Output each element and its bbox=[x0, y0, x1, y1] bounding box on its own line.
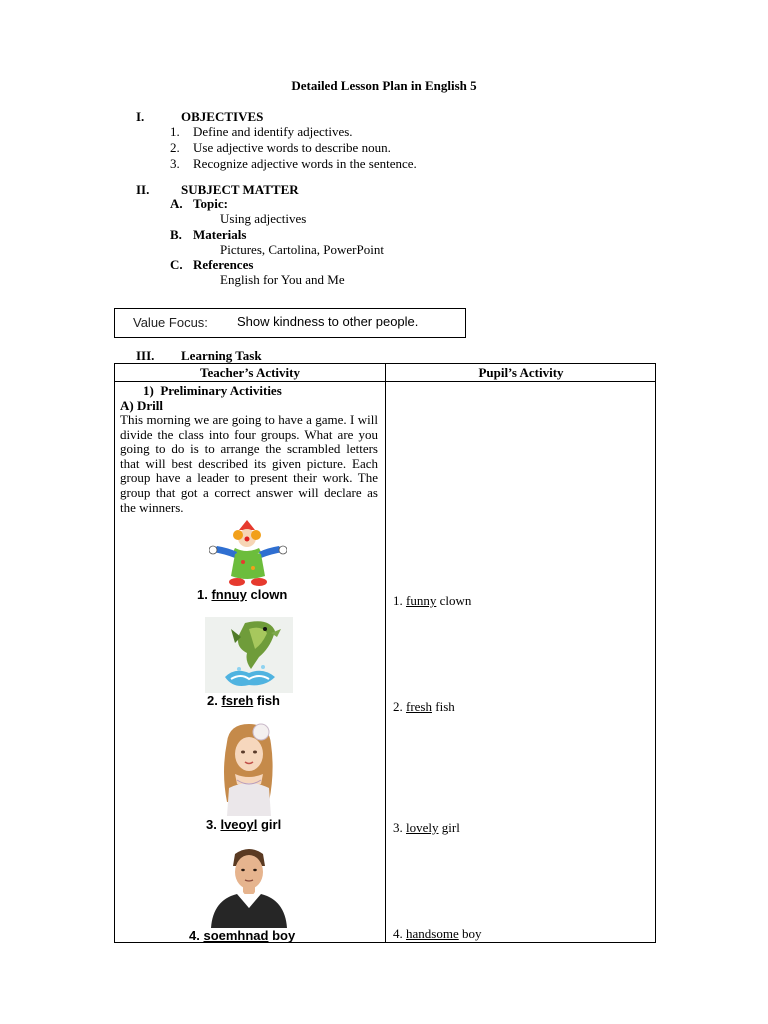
drill-item-number: 3. bbox=[206, 817, 217, 832]
answer-word: lovely bbox=[406, 820, 439, 835]
fish-illustration bbox=[205, 617, 293, 693]
objective-num: 1. bbox=[170, 124, 180, 139]
subject-label: Materials bbox=[193, 227, 247, 242]
learning-task-heading: Learning Task bbox=[181, 348, 262, 363]
subject-letter: A. bbox=[170, 196, 183, 211]
subject-letter: C. bbox=[170, 257, 183, 272]
drill-noun: girl bbox=[260, 817, 282, 832]
drill-item-caption bbox=[189, 928, 295, 943]
objective-text: Recognize adjective words in the sentence. bbox=[193, 156, 417, 171]
drill-item-caption bbox=[206, 817, 281, 832]
answer-number: 2. bbox=[393, 699, 403, 714]
subject-letter: B. bbox=[170, 227, 182, 242]
scrambled-word: fsreh bbox=[221, 693, 254, 708]
pupil-activity-header: Pupil’s Activity bbox=[478, 365, 564, 380]
answer-number: 1. bbox=[393, 593, 403, 608]
objective-text: Use adjective words to describe noun. bbox=[193, 140, 391, 155]
pupil-answer bbox=[393, 699, 455, 715]
activity-table bbox=[114, 363, 656, 943]
value-focus-box bbox=[114, 308, 466, 338]
pupil-answer bbox=[393, 926, 481, 942]
girl-illustration bbox=[209, 722, 287, 818]
column-divider bbox=[385, 364, 386, 942]
answer-word: handsome bbox=[406, 926, 459, 941]
answer-number: 4. bbox=[393, 926, 403, 941]
drill-noun: boy bbox=[272, 928, 296, 943]
objectives-numeral: I. bbox=[136, 109, 145, 124]
drill-instructions: This morning we are going to have a game. I will divide the class into four groups. What are you going to do is to arrange the scrambled letters that will best described its given picture. Each group have a leader to present their work. The group that got a correct answer will declare as the winners. bbox=[120, 412, 378, 515]
drill-item-number: 2. bbox=[207, 693, 218, 708]
pupil-answer bbox=[393, 820, 460, 836]
answer-number: 3. bbox=[393, 820, 403, 835]
subject-label: Topic: bbox=[193, 196, 228, 211]
objective-num: 2. bbox=[170, 140, 180, 155]
subject-value: Pictures, Cartolina, PowerPoint bbox=[220, 242, 384, 257]
answer-noun: fish bbox=[435, 699, 455, 714]
subject-matter-heading: SUBJECT MATTER bbox=[181, 182, 299, 197]
header-divider bbox=[115, 381, 655, 382]
drill-item-number: 1. bbox=[197, 587, 208, 602]
pupil-answer bbox=[393, 593, 471, 609]
scrambled-word: soemhnad bbox=[203, 928, 269, 943]
drill-item-number: 4. bbox=[189, 928, 200, 943]
preliminary-activities: 1) Preliminary Activities bbox=[143, 383, 282, 398]
drill-noun: clown bbox=[250, 587, 288, 602]
answer-word: funny bbox=[406, 593, 437, 608]
scrambled-word: fnnuy bbox=[211, 587, 247, 602]
learning-task-numeral: III. bbox=[136, 348, 155, 363]
clown-illustration bbox=[209, 520, 287, 588]
objectives-heading: OBJECTIVES bbox=[181, 109, 264, 124]
drill-item-caption bbox=[197, 587, 287, 602]
answer-noun: clown bbox=[439, 593, 472, 608]
objective-num: 3. bbox=[170, 156, 180, 171]
teacher-activity-header: Teacher’s Activity bbox=[199, 365, 300, 380]
subject-value: Using adjectives bbox=[220, 211, 307, 226]
subject-matter-numeral: II. bbox=[136, 182, 150, 197]
objective-text: Define and identify adjectives. bbox=[193, 124, 353, 139]
answer-noun: boy bbox=[461, 926, 482, 941]
value-focus-text: Show kindness to other people. bbox=[237, 314, 419, 329]
drill-item-caption bbox=[207, 693, 280, 708]
drill-label: A) Drill bbox=[120, 398, 163, 413]
drill-noun: fish bbox=[256, 693, 281, 708]
boy-illustration bbox=[207, 846, 291, 928]
subject-value: English for You and Me bbox=[220, 272, 345, 287]
value-focus-label: Value Focus: bbox=[133, 315, 208, 330]
page-title: Detailed Lesson Plan in English 5 bbox=[291, 78, 477, 93]
subject-label: References bbox=[193, 257, 254, 272]
scrambled-word: lveoyl bbox=[220, 817, 258, 832]
answer-word: fresh bbox=[406, 699, 432, 714]
answer-noun: girl bbox=[441, 820, 460, 835]
